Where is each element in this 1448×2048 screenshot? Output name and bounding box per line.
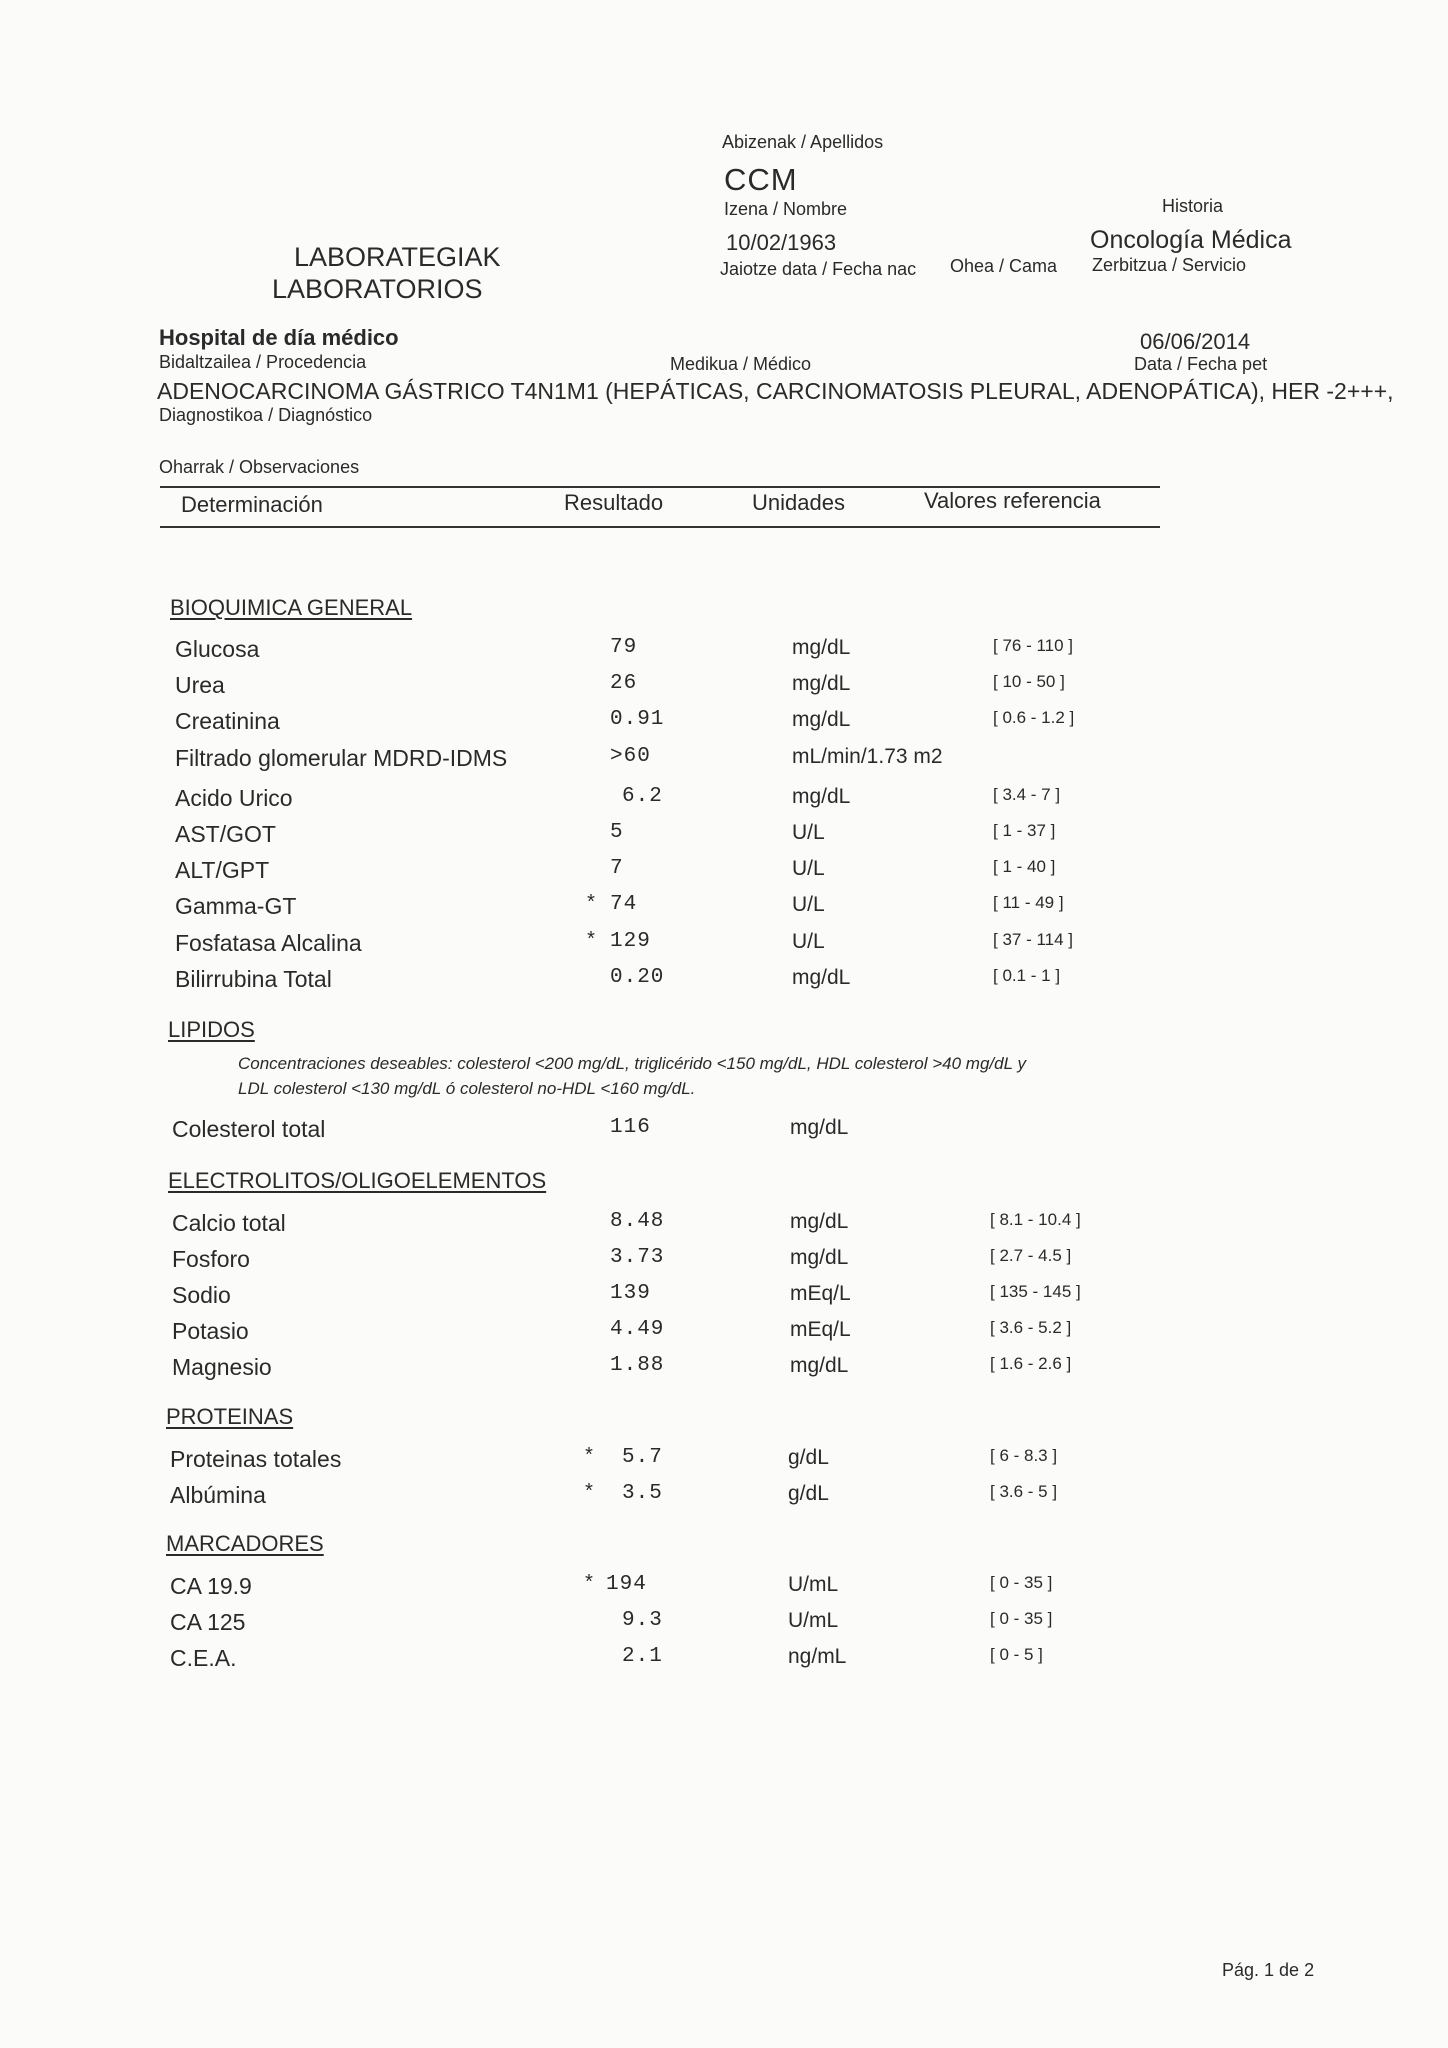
test-reference: [ 11 - 49 ] [993, 893, 1064, 912]
test-unit: mg/dL [792, 636, 851, 659]
abnormal-flag: * [583, 1573, 596, 1596]
test-result: 2.1 [622, 1645, 663, 1668]
observations-label: Oharrak / Observaciones [159, 457, 360, 477]
test-unit: mg/dL [792, 966, 851, 989]
doctor-label: Medikua / Médico [670, 354, 812, 374]
column-determination: Determinación [181, 492, 323, 517]
test-unit: mg/dL [790, 1354, 849, 1377]
origin-label: Bidaltzailea / Procedencia [159, 352, 367, 372]
test-result: 0.20 [610, 966, 665, 989]
table-row [0, 1446, 1448, 1476]
section-proteinas: PROTEINAS [166, 1404, 294, 1429]
test-unit: U/L [792, 857, 825, 880]
test-name: Glucosa [175, 636, 260, 662]
column-units: Unidades [752, 490, 845, 515]
lipid-note-line2: LDL colesterol <130 mg/dL ó colesterol no-HDL <160 mg/dL. [238, 1079, 696, 1098]
test-result: 139 [610, 1282, 651, 1305]
test-name: Calcio total [172, 1210, 286, 1236]
test-result: >60 [610, 745, 651, 768]
test-name: Acido Urico [175, 785, 293, 811]
table-row [0, 1354, 1448, 1384]
section-lipidos: LIPIDOS [168, 1017, 255, 1042]
test-name: CA 125 [170, 1609, 246, 1635]
test-unit: U/mL [788, 1609, 839, 1632]
test-unit: mEq/L [790, 1318, 851, 1341]
test-unit: U/L [792, 893, 825, 916]
test-reference: [ 3.6 - 5 ] [990, 1482, 1058, 1501]
test-reference: [ 0 - 35 ] [990, 1609, 1053, 1628]
table-row [0, 930, 1448, 960]
column-reference: Valores referencia [924, 488, 1101, 513]
diagnosis-label: Diagnostikoa / Diagnóstico [159, 405, 373, 425]
test-result: 26 [610, 672, 638, 695]
section-marcadores: MARCADORES [166, 1531, 324, 1556]
test-result: 3.5 [622, 1482, 663, 1505]
test-name: C.E.A. [170, 1645, 237, 1671]
test-unit: mg/dL [792, 672, 851, 695]
test-unit: U/mL [788, 1573, 839, 1596]
test-unit: U/L [792, 821, 825, 844]
table-row [0, 1318, 1448, 1348]
test-result: 129 [610, 930, 651, 953]
test-result: 8.48 [610, 1210, 665, 1233]
table-row [0, 1645, 1448, 1675]
test-unit: mL/min/1.73 m2 [792, 745, 943, 768]
table-row [0, 966, 1448, 996]
dob-label: Jaiotze data / Fecha nac [720, 259, 917, 279]
test-name: Fosforo [172, 1246, 250, 1272]
history-label: Historia [1162, 196, 1224, 216]
test-name: Fosfatasa Alcalina [175, 930, 362, 956]
bed-label: Ohea / Cama [950, 256, 1058, 276]
test-reference: [ 76 - 110 ] [993, 636, 1074, 655]
abnormal-flag: * [585, 930, 598, 953]
test-reference: [ 3.6 - 5.2 ] [990, 1318, 1072, 1337]
test-reference: [ 135 - 145 ] [990, 1282, 1081, 1301]
test-name: Sodio [172, 1282, 231, 1308]
test-name: Potasio [172, 1318, 249, 1344]
test-reference: [ 0 - 5 ] [990, 1645, 1043, 1664]
lipid-note-line1: Concentraciones deseables: colesterol <200 mg/dL, triglicérido <150 mg/dL, HDL colesterol >40 mg/dL y [238, 1054, 1026, 1073]
test-name: Proteinas totales [170, 1446, 342, 1472]
table-row [0, 1609, 1448, 1639]
service-value: Oncología Médica [1090, 226, 1292, 254]
test-name: AST/GOT [175, 821, 276, 847]
test-unit: mg/dL [792, 708, 851, 731]
table-row [0, 785, 1448, 815]
table-row [0, 745, 1448, 775]
request-date-value: 06/06/2014 [1140, 329, 1251, 354]
table-row [0, 1246, 1448, 1276]
table-row [0, 821, 1448, 851]
page-number: Pág. 1 de 2 [1222, 1960, 1315, 1980]
test-result: 74 [610, 893, 638, 916]
lab-title-es: LABORATORIOS [272, 274, 483, 304]
test-result: 4.49 [610, 1318, 665, 1341]
test-reference: [ 37 - 114 ] [993, 930, 1074, 949]
surname-value: CCM [724, 162, 798, 197]
abnormal-flag: * [583, 1446, 596, 1469]
test-unit: U/L [792, 930, 825, 953]
table-row [0, 893, 1448, 923]
table-row [0, 857, 1448, 887]
test-reference: [ 2.7 - 4.5 ] [990, 1246, 1072, 1265]
table-row [0, 708, 1448, 738]
table-row [0, 1210, 1448, 1240]
test-unit: mg/dL [790, 1246, 849, 1269]
test-reference: [ 1 - 40 ] [993, 857, 1056, 876]
test-reference: [ 1 - 37 ] [993, 821, 1056, 840]
test-unit: mg/dL [790, 1116, 849, 1139]
test-result: 7 [610, 857, 624, 880]
table-row [0, 1116, 1448, 1146]
service-label: Zerbitzua / Servicio [1092, 255, 1247, 275]
test-name: CA 19.9 [170, 1573, 252, 1599]
test-unit: mg/dL [790, 1210, 849, 1233]
origin-value: Hospital de día médico [159, 325, 399, 350]
test-reference: [ 6 - 8.3 ] [990, 1446, 1058, 1465]
test-name: Urea [175, 672, 225, 698]
abnormal-flag: * [583, 1482, 596, 1505]
test-reference: [ 3.4 - 7 ] [993, 785, 1061, 804]
test-reference: [ 10 - 50 ] [993, 672, 1065, 691]
dob-value: 10/02/1963 [726, 230, 837, 255]
test-result: 194 [606, 1573, 647, 1596]
test-unit: mg/dL [792, 785, 851, 808]
test-result: 3.73 [610, 1246, 665, 1269]
test-name: Bilirrubina Total [175, 966, 332, 992]
surname-label: Abizenak / Apellidos [722, 132, 884, 152]
abnormal-flag: * [585, 893, 598, 916]
request-date-label: Data / Fecha pet [1134, 354, 1268, 374]
test-unit: g/dL [788, 1446, 829, 1469]
column-result: Resultado [564, 490, 664, 515]
section-bioquimica: BIOQUIMICA GENERAL [170, 595, 413, 620]
table-row [0, 672, 1448, 702]
table-row [0, 1573, 1448, 1603]
test-result: 6.2 [622, 785, 663, 808]
test-unit: g/dL [788, 1482, 829, 1505]
test-name: Filtrado glomerular MDRD-IDMS [175, 745, 508, 771]
test-unit: mEq/L [790, 1282, 851, 1305]
column-header-bottom-rule [160, 526, 1160, 528]
test-result: 5 [610, 821, 624, 844]
diagnosis-value: ADENOCARCINOMA GÁSTRICO T4N1M1 (HEPÁTICAS, CARCINOMATOSIS PLEURAL, ADENOPÁTICA), HER -2+++, [157, 378, 1394, 404]
test-result: 0.91 [610, 708, 665, 731]
table-row [0, 1282, 1448, 1312]
test-result: 9.3 [622, 1609, 663, 1632]
test-name: Colesterol total [172, 1116, 326, 1142]
test-reference: [ 0.6 - 1.2 ] [993, 708, 1075, 727]
test-unit: ng/mL [788, 1645, 847, 1668]
section-electrolitos: ELECTROLITOS/OLIGOELEMENTOS [168, 1168, 547, 1193]
test-reference: [ 1.6 - 2.6 ] [990, 1354, 1072, 1373]
test-reference: [ 0 - 35 ] [990, 1573, 1053, 1592]
test-name: Gamma-GT [175, 893, 297, 919]
test-reference: [ 0.1 - 1 ] [993, 966, 1061, 985]
test-name: Magnesio [172, 1354, 272, 1380]
table-row [0, 636, 1448, 666]
test-name: ALT/GPT [175, 857, 270, 883]
test-result: 5.7 [622, 1446, 663, 1469]
test-result: 1.88 [610, 1354, 665, 1377]
test-result: 116 [610, 1116, 651, 1139]
name-label: Izena / Nombre [724, 199, 848, 219]
test-result: 79 [610, 636, 638, 659]
test-reference: [ 8.1 - 10.4 ] [990, 1210, 1081, 1229]
test-name: Creatinina [175, 708, 280, 734]
lab-title-eu: LABORATEGIAK [294, 242, 501, 272]
test-name: Albúmina [170, 1482, 266, 1508]
table-row [0, 1482, 1448, 1512]
